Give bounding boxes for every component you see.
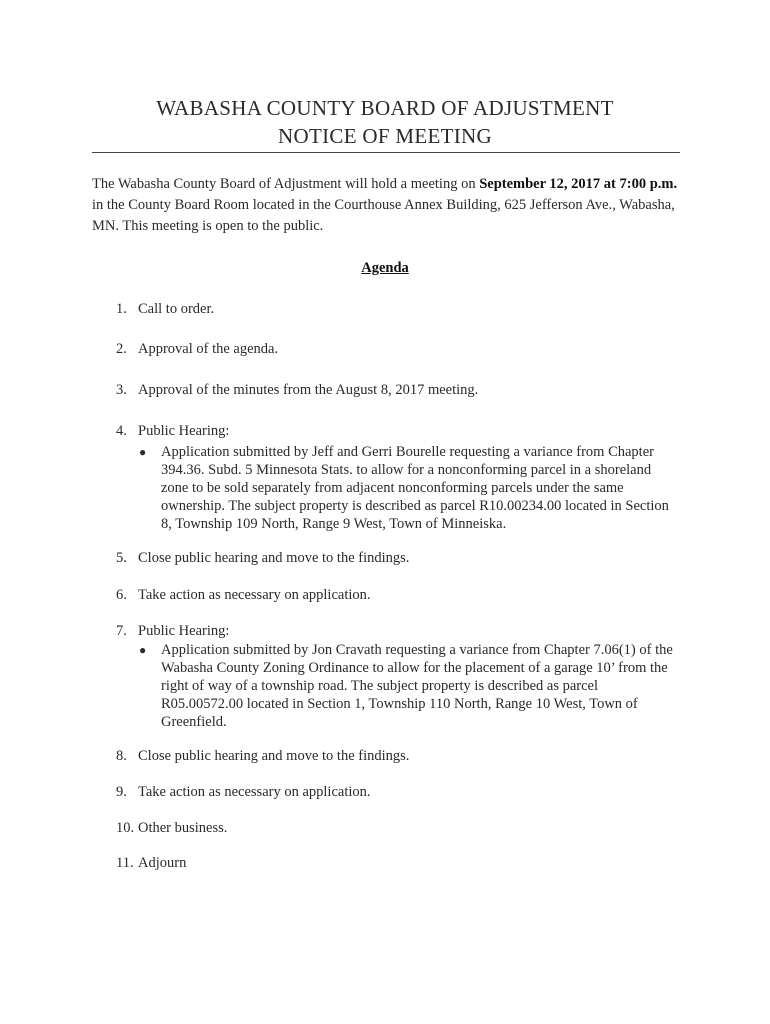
agenda-item [116, 819, 227, 837]
agenda-item-text: Other business. [138, 820, 228, 836]
agenda-item-number: 4. [116, 423, 127, 439]
agenda-item [116, 622, 229, 640]
agenda-item [116, 586, 371, 604]
intro-text-end: in the County Board Room located in the Courthouse Annex Building, 625 Jefferson Ave., Wabasha, MN. This meeting is open to the public. [92, 197, 675, 234]
agenda-item-number: 1. [116, 301, 127, 317]
agenda-item [116, 422, 229, 440]
agenda-item-number: 11. [116, 855, 134, 871]
agenda-item-text: Public Hearing: [138, 623, 230, 639]
agenda-sub-item-text: Application submitted by Jon Cravath requesting a variance from Chapter 7.06(1) of the Wabasha County Zoning Ordinance to allow for the placement of a garage 10’ from the right of way of a township road. The subject property is described as parcel R05.00572.00 located in Section 1, Township 110 North, Range 10 West, Town of Greenfield. [161, 642, 673, 730]
agenda-item-text: Approval of the minutes from the August 8, 2017 meeting. [138, 382, 479, 398]
agenda-item-text: Close public hearing and move to the findings. [138, 550, 410, 566]
agenda-item-number: 7. [116, 623, 127, 639]
bullet-icon: ● [139, 445, 147, 459]
agenda-item-text: Take action as necessary on application. [138, 587, 371, 603]
agenda-item-number: 10. [116, 820, 135, 836]
document-subtitle: NOTICE OF MEETING [278, 124, 492, 148]
agenda-item-number: 9. [116, 784, 127, 800]
agenda-heading: Agenda [361, 260, 409, 276]
agenda-item-text: Approval of the agenda. [138, 341, 279, 357]
agenda-item-text: Take action as necessary on application. [138, 784, 371, 800]
agenda-item [116, 549, 409, 567]
agenda-item-number: 6. [116, 587, 127, 603]
agenda-item-number: 5. [116, 550, 127, 566]
intro-paragraph [92, 174, 682, 237]
agenda-item-text: Call to order. [138, 301, 215, 317]
agenda-item [116, 747, 409, 765]
bullet-icon: ● [139, 643, 147, 657]
agenda-item [116, 381, 478, 399]
agenda-sub-item-text: Application submitted by Jeff and Gerri Bourelle requesting a variance from Chapter 394.36. Subd. 5 Minnesota Stats. to allow for a nonconforming parcel in a shoreland zone to be sold separately from adjacent nonconforming parcels under the same ownership. The subject property is described as parcel R10.00234.00 located in Section 8, Township 109 North, Range 9 West, Town of Minneiska. [161, 444, 669, 532]
title-divider [92, 152, 680, 153]
agenda-item-text: Adjourn [138, 855, 187, 871]
agenda-item-number: 3. [116, 382, 127, 398]
agenda-item-number: 2. [116, 341, 127, 357]
agenda-item-text: Close public hearing and move to the findings. [138, 748, 410, 764]
agenda-item-number: 8. [116, 748, 127, 764]
agenda-item-text: Public Hearing: [138, 423, 230, 439]
document-title: WABASHA COUNTY BOARD OF ADJUSTMENT [156, 96, 614, 120]
agenda-item [116, 300, 214, 318]
agenda-item [116, 340, 278, 358]
agenda-item [116, 854, 186, 872]
meeting-date-time: September 12, 2017 at 7:00 p.m. [479, 176, 678, 192]
agenda-item [116, 783, 371, 801]
intro-text-start: The Wabasha County Board of Adjustment will hold a meeting on [92, 176, 480, 192]
